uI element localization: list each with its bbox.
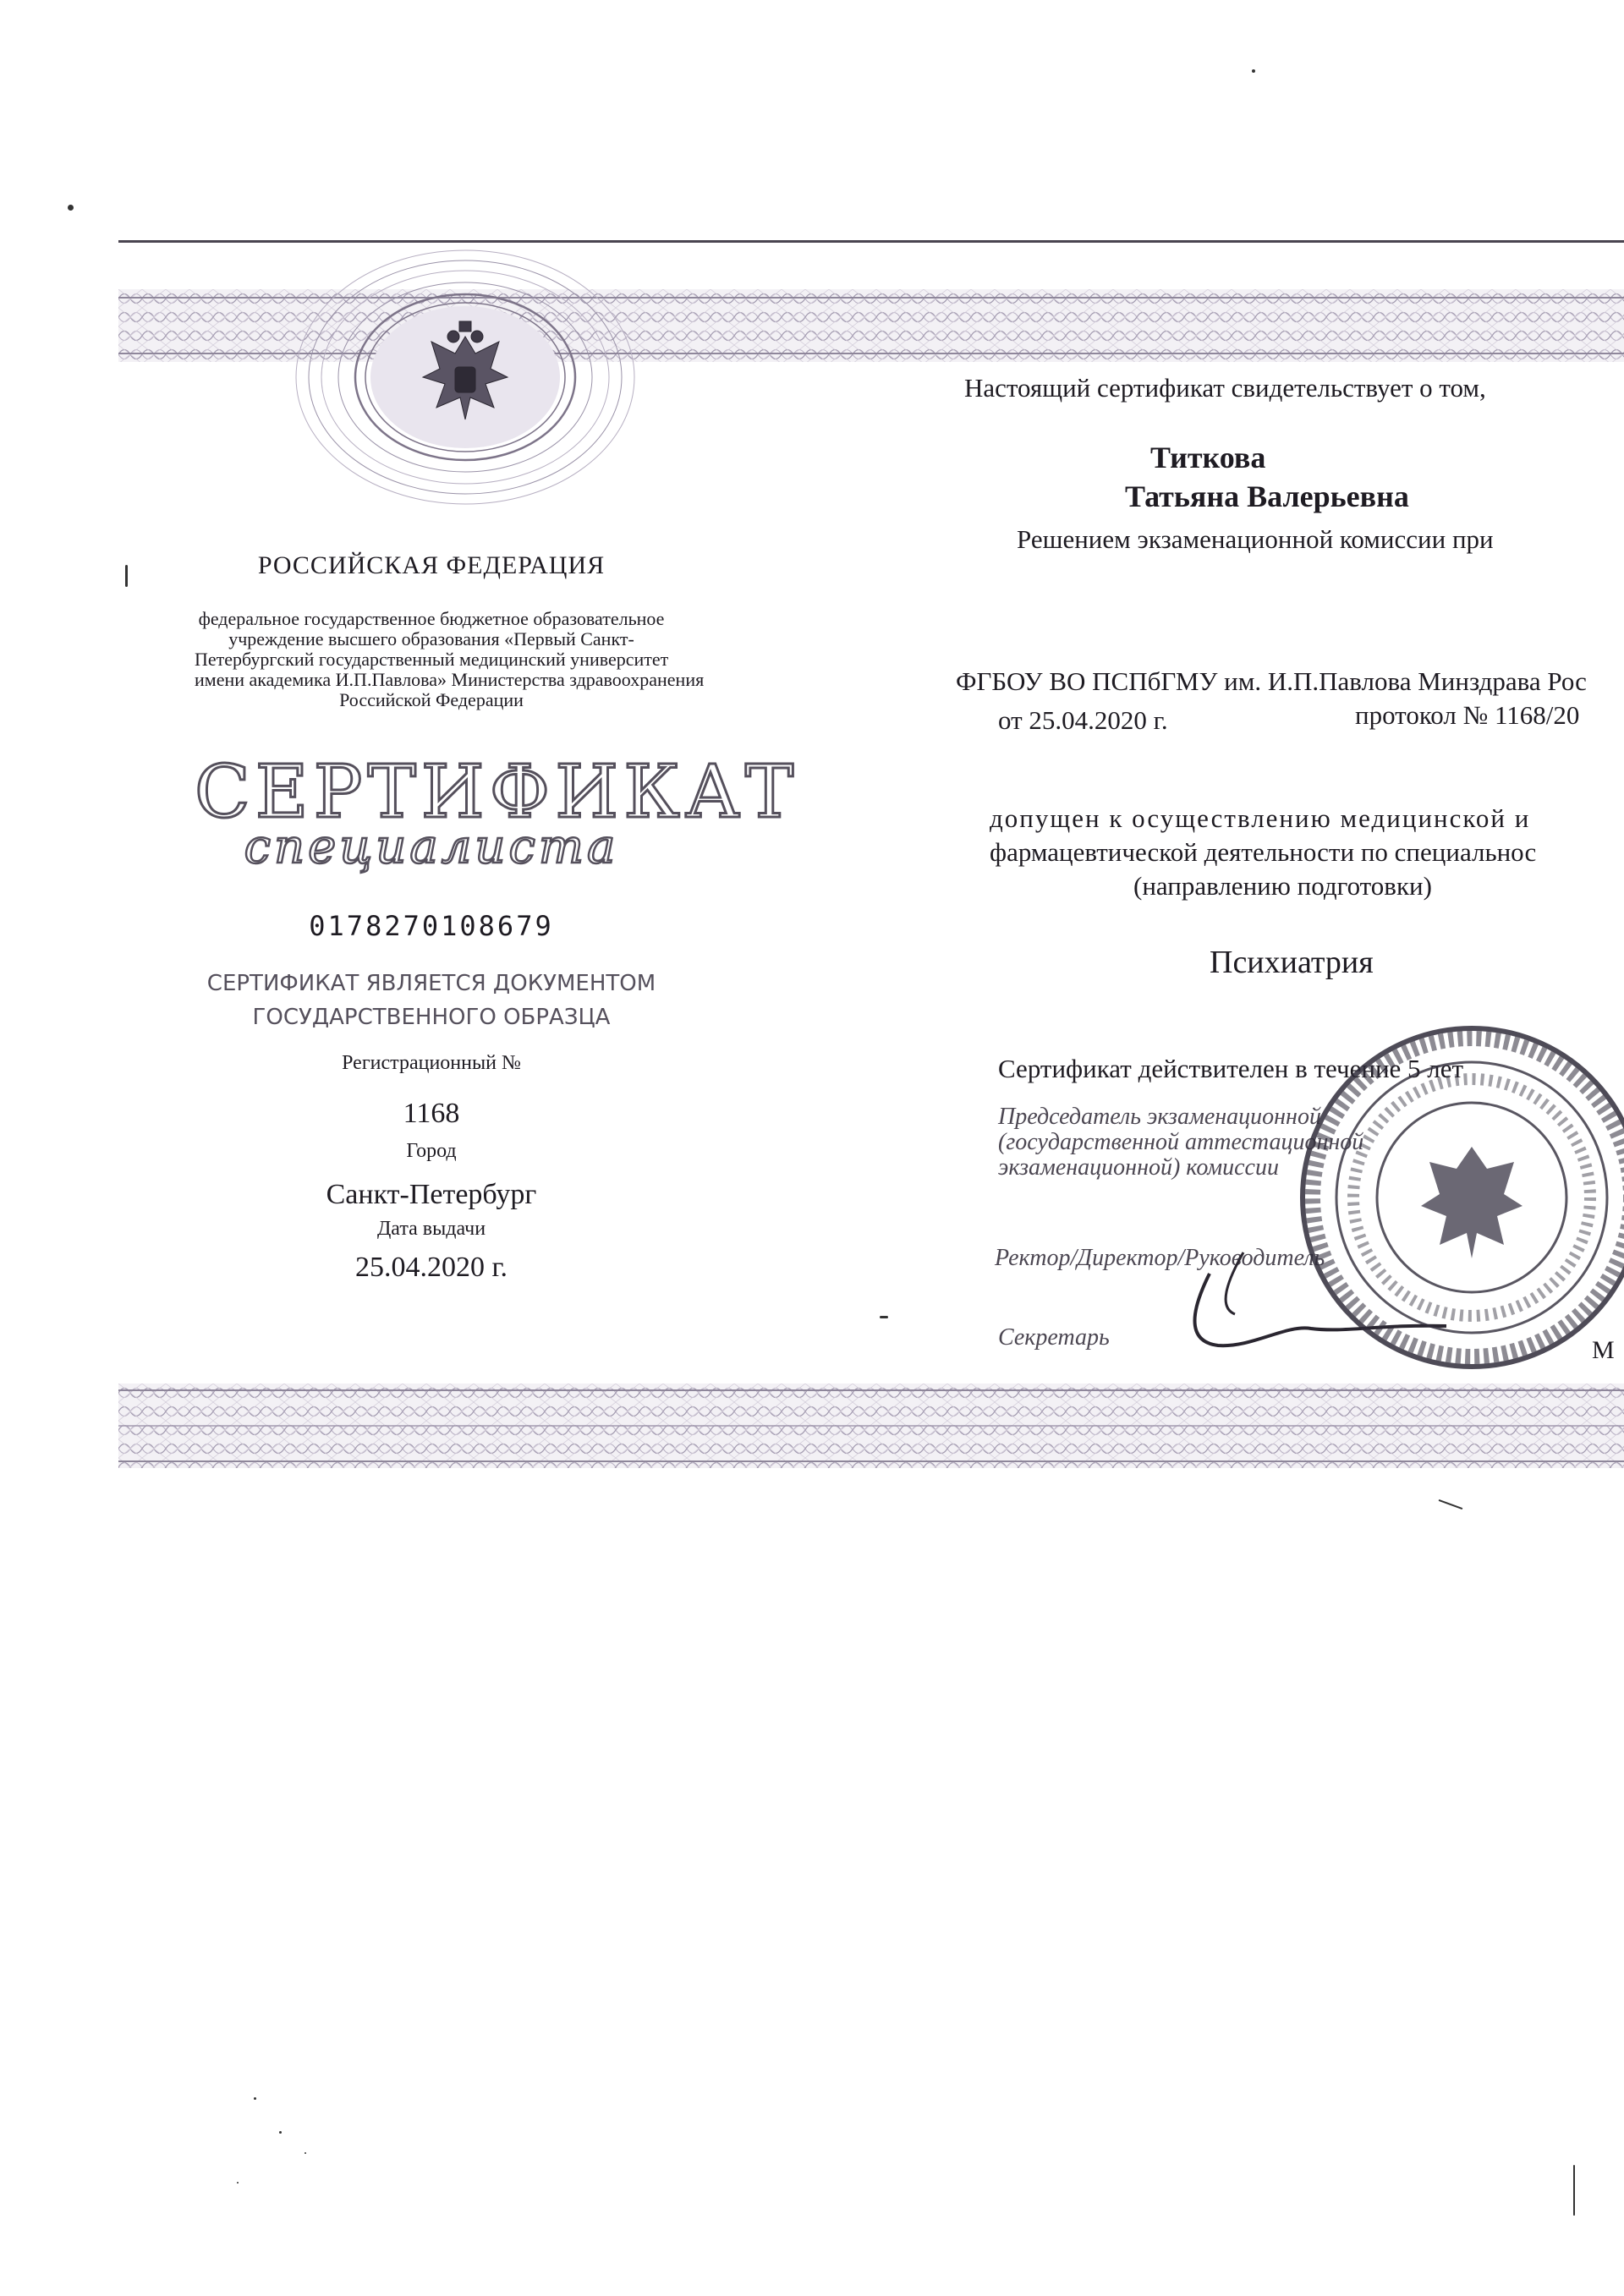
scan-speck bbox=[125, 565, 128, 587]
scan-speck bbox=[279, 2131, 282, 2134]
scan-speck bbox=[1439, 1499, 1463, 1510]
chairman-line: (государственной аттестационной bbox=[998, 1129, 1364, 1155]
serial-number: 0178270108679 bbox=[309, 910, 554, 942]
issue-date-value: 25.04.2020 г. bbox=[354, 1252, 508, 1283]
protocol-number: протокол № 1168/20 bbox=[1355, 700, 1580, 730]
org-line: Российской Федерации bbox=[339, 689, 524, 710]
emblem-rosette bbox=[288, 242, 643, 521]
scan-speck bbox=[1252, 69, 1255, 73]
admission-line: фармацевтической деятельности по специальнос bbox=[990, 837, 1537, 867]
registration-label: Регистрационный № bbox=[342, 1052, 521, 1074]
chairman-line: экзаменационной) комиссии bbox=[998, 1154, 1279, 1181]
intro-text: Настоящий сертификат свидетельствует о том, bbox=[964, 373, 1486, 403]
scan-speck bbox=[254, 2097, 256, 2100]
status-line: ГОСУДАРСТВЕННОГО ОБРАЗЦА bbox=[252, 1005, 611, 1030]
holder-given-names: Татьяна Валерьевна bbox=[1125, 479, 1409, 513]
scan-speck bbox=[1573, 2165, 1575, 2216]
decision-text: Решением экзаменационной комиссии при bbox=[1017, 524, 1494, 554]
org-line: федеральное государственное бюджетное образовательное bbox=[198, 608, 665, 629]
registration-number: 1168 bbox=[403, 1098, 460, 1129]
rector-label: Ректор/Директор/Руководитель bbox=[995, 1245, 1325, 1271]
round-stamp bbox=[1294, 1020, 1624, 1375]
org-line: имени академика И.П.Павлова» Министерства здравоохранения bbox=[195, 669, 705, 690]
validity-text: Сертификат действителен в течение 5 лет bbox=[998, 1054, 1464, 1083]
scan-speck bbox=[304, 2152, 306, 2154]
stamp-letter: М bbox=[1592, 1336, 1615, 1364]
city-label: Город bbox=[406, 1140, 457, 1162]
org-name bbox=[195, 608, 705, 710]
issue-date-label: Дата выдачи bbox=[376, 1218, 486, 1240]
admission-line: (направлению подготовки) bbox=[1133, 871, 1432, 901]
org-line: учреждение высшего образования «Первый Санкт- bbox=[228, 628, 634, 649]
admission-line: допущен к осуществлению медицинской и bbox=[990, 803, 1531, 833]
secretary-label: Секретарь bbox=[998, 1324, 1110, 1351]
scan-speck bbox=[880, 1316, 888, 1318]
certificate-sheet bbox=[118, 242, 1624, 1493]
status-line: СЕРТИФИКАТ ЯВЛЯЕТСЯ ДОКУМЕНТОМ bbox=[206, 971, 656, 996]
bottom-guilloche-band bbox=[118, 1384, 1624, 1468]
scan-speck bbox=[68, 205, 74, 211]
certificate-subtitle: специалиста bbox=[244, 819, 619, 874]
institution-name: ФГБОУ ВО ПСПбГМУ им. И.П.Павлова Минздрава Рос bbox=[956, 666, 1587, 696]
scan-speck bbox=[237, 2182, 239, 2184]
chairman-line: Председатель экзаменационной bbox=[998, 1104, 1321, 1130]
country-heading: РОССИЙСКАЯ ФЕДЕРАЦИЯ bbox=[257, 551, 606, 579]
decision-date: от 25.04.2020 г. bbox=[998, 705, 1168, 735]
holder-surname: Титкова bbox=[1150, 441, 1266, 474]
org-line: Петербургский государственный медицинский университет bbox=[195, 649, 669, 670]
city-value: Санкт-Петербург bbox=[326, 1179, 537, 1210]
certificate-title: СЕРТИФИКАТ bbox=[195, 750, 799, 835]
specialty-name: Психиатрия bbox=[1210, 945, 1374, 980]
